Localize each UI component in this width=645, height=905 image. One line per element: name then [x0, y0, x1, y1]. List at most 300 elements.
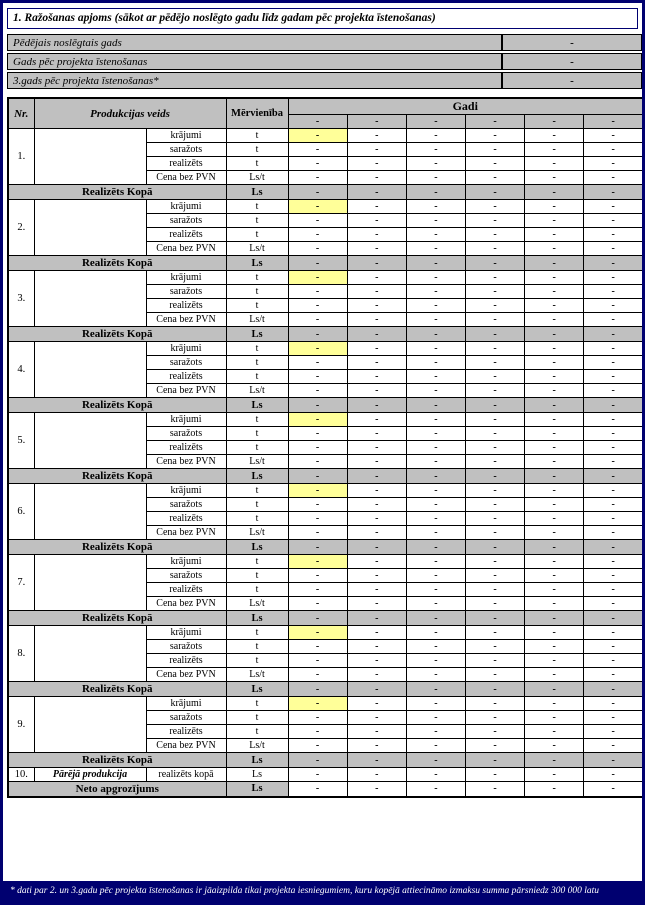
product-nr: 10.	[8, 768, 34, 782]
year-value-cell[interactable]: -	[288, 455, 347, 469]
metric-label: Cena bez PVN	[146, 455, 226, 469]
year-value-cell[interactable]: -	[406, 299, 465, 313]
year-value-cell[interactable]: -	[465, 455, 524, 469]
year-value-cell[interactable]: -	[465, 526, 524, 540]
year-value-cell[interactable]: -	[406, 711, 465, 725]
year-value-cell[interactable]: -	[584, 654, 643, 668]
year-value-cell[interactable]: -	[465, 157, 524, 171]
year-value-cell[interactable]: -	[465, 384, 524, 398]
year-value-cell[interactable]: -	[288, 413, 347, 427]
kopa-value-cell: -	[406, 256, 465, 271]
unit-cell: t	[226, 725, 288, 739]
year-value-cell[interactable]: -	[406, 285, 465, 299]
year-value-cell[interactable]: -	[465, 626, 524, 640]
year-value-cell[interactable]: -	[465, 654, 524, 668]
year-value-cell[interactable]: -	[525, 768, 584, 782]
kopa-value-cell: -	[584, 256, 643, 271]
unit-cell: t	[226, 228, 288, 242]
summary-value[interactable]: -	[502, 53, 642, 70]
year-value-cell[interactable]: -	[288, 285, 347, 299]
kopa-value-cell: -	[406, 398, 465, 413]
year-value-cell[interactable]: -	[288, 526, 347, 540]
realizets-kopa-row	[8, 256, 643, 271]
year-value-cell[interactable]: -	[525, 739, 584, 753]
year-value-cell[interactable]: -	[347, 370, 406, 384]
year-value-cell[interactable]: -	[525, 512, 584, 526]
product-name-cell[interactable]	[34, 271, 146, 327]
unit-cell: Ls/t	[226, 242, 288, 256]
year-value-cell[interactable]: -	[347, 668, 406, 682]
year-value-cell[interactable]: -	[347, 768, 406, 782]
year-value-cell[interactable]: -	[347, 711, 406, 725]
year-value-cell[interactable]: -	[347, 413, 406, 427]
year-value-cell[interactable]: -	[525, 597, 584, 611]
year-value-cell[interactable]: -	[465, 129, 524, 143]
year-value-cell[interactable]: -	[288, 484, 347, 498]
year-value-cell[interactable]: -	[584, 569, 643, 583]
year-value-cell[interactable]: -	[288, 569, 347, 583]
year-value-cell[interactable]: -	[288, 725, 347, 739]
year-value-cell[interactable]: -	[584, 711, 643, 725]
year-value-cell[interactable]: -	[406, 668, 465, 682]
year-value-cell[interactable]: -	[584, 200, 643, 214]
year-value-cell[interactable]: -	[288, 668, 347, 682]
year-value-cell[interactable]: -	[525, 555, 584, 569]
year-value-cell[interactable]: -	[406, 342, 465, 356]
year-value-cell[interactable]: -	[465, 271, 524, 285]
year-value-cell[interactable]: -	[584, 597, 643, 611]
year-value-cell[interactable]: -	[525, 342, 584, 356]
unit-cell: t	[226, 356, 288, 370]
year-value-cell[interactable]: -	[525, 583, 584, 597]
year-value-cell[interactable]: -	[288, 129, 347, 143]
kopa-value-cell: -	[584, 327, 643, 342]
metric-label: Cena bez PVN	[146, 171, 226, 185]
year-value-cell[interactable]: -	[584, 157, 643, 171]
year-header-cell[interactable]: -	[347, 115, 406, 129]
year-value-cell[interactable]: -	[406, 725, 465, 739]
year-value-cell[interactable]: -	[347, 555, 406, 569]
year-value-cell[interactable]: -	[525, 455, 584, 469]
unit-cell: t	[226, 427, 288, 441]
year-value-cell[interactable]: -	[465, 299, 524, 313]
realizets-kopa-row	[8, 540, 643, 555]
year-value-cell[interactable]: -	[406, 555, 465, 569]
year-value-cell[interactable]: -	[347, 342, 406, 356]
year-value-cell[interactable]: -	[584, 739, 643, 753]
year-value-cell[interactable]: -	[288, 597, 347, 611]
year-value-cell[interactable]: -	[347, 583, 406, 597]
unit-cell: t	[226, 626, 288, 640]
year-value-cell[interactable]: -	[465, 342, 524, 356]
col-header-product: Produkcijas veids	[34, 98, 226, 129]
unit-cell: t	[226, 711, 288, 725]
metric-label: krājumi	[146, 484, 226, 498]
metric-label: Cena bez PVN	[146, 597, 226, 611]
year-value-cell[interactable]: -	[288, 342, 347, 356]
year-value-cell[interactable]: -	[347, 143, 406, 157]
unit-cell: t	[226, 299, 288, 313]
year-header-cell[interactable]: -	[465, 115, 524, 129]
year-value-cell[interactable]: -	[406, 512, 465, 526]
metric-label: krājumi	[146, 555, 226, 569]
year-value-cell[interactable]: -	[465, 569, 524, 583]
year-value-cell[interactable]: -	[347, 569, 406, 583]
year-value-cell[interactable]: -	[347, 498, 406, 512]
year-value-cell[interactable]: -	[347, 157, 406, 171]
unit-cell: t	[226, 640, 288, 654]
year-value-cell[interactable]: -	[525, 526, 584, 540]
kopa-value-cell: -	[584, 469, 643, 484]
year-value-cell[interactable]: -	[347, 484, 406, 498]
year-value-cell[interactable]: -	[525, 200, 584, 214]
metric-label: Cena bez PVN	[146, 384, 226, 398]
year-value-cell[interactable]: -	[465, 413, 524, 427]
year-value-cell[interactable]: -	[406, 242, 465, 256]
year-value-cell[interactable]: -	[347, 129, 406, 143]
year-value-cell[interactable]: -	[525, 271, 584, 285]
year-value-cell[interactable]: -	[584, 640, 643, 654]
year-value-cell[interactable]: -	[465, 214, 524, 228]
metric-label: realizēts kopā	[146, 768, 226, 782]
year-value-cell[interactable]: -	[525, 484, 584, 498]
year-value-cell[interactable]: -	[465, 484, 524, 498]
year-value-cell[interactable]: -	[584, 356, 643, 370]
year-header-cell[interactable]: -	[406, 115, 465, 129]
year-value-cell[interactable]: -	[288, 171, 347, 185]
product-name-cell[interactable]	[34, 413, 146, 469]
year-value-cell[interactable]: -	[406, 129, 465, 143]
unit-cell: Ls	[226, 327, 288, 342]
year-value-cell[interactable]: -	[525, 157, 584, 171]
year-value-cell[interactable]: -	[465, 555, 524, 569]
year-value-cell[interactable]: -	[406, 526, 465, 540]
year-value-cell[interactable]: -	[288, 498, 347, 512]
year-value-cell[interactable]: -	[525, 427, 584, 441]
year-value-cell[interactable]: -	[465, 668, 524, 682]
year-value-cell[interactable]: -	[347, 725, 406, 739]
year-value-cell[interactable]: -	[406, 370, 465, 384]
year-value-cell[interactable]: -	[347, 285, 406, 299]
year-value-cell[interactable]: -	[584, 271, 643, 285]
product-name-cell[interactable]	[34, 129, 146, 185]
unit-cell: t	[226, 484, 288, 498]
year-value-cell[interactable]: -	[584, 725, 643, 739]
year-value-cell[interactable]: -	[465, 171, 524, 185]
year-value-cell[interactable]: -	[288, 157, 347, 171]
unit-cell: Ls/t	[226, 597, 288, 611]
year-value-cell[interactable]: -	[288, 555, 347, 569]
summary-label: Gads pēc projekta īstenošanas	[7, 53, 502, 70]
realizets-kopa-label: Realizēts Kopā	[8, 256, 226, 271]
year-value-cell[interactable]: -	[584, 526, 643, 540]
year-value-cell[interactable]: -	[288, 512, 347, 526]
year-value-cell[interactable]: -	[406, 200, 465, 214]
product-name-cell[interactable]	[34, 626, 146, 682]
year-value-cell[interactable]: -	[465, 228, 524, 242]
year-value-cell[interactable]: -	[584, 384, 643, 398]
summary-table	[7, 32, 642, 91]
year-value-cell[interactable]: -	[406, 569, 465, 583]
metric-label: Cena bez PVN	[146, 242, 226, 256]
year-value-cell[interactable]: -	[465, 427, 524, 441]
year-value-cell[interactable]: -	[347, 214, 406, 228]
unit-cell: t	[226, 512, 288, 526]
year-value-cell[interactable]: -	[406, 697, 465, 711]
year-value-cell[interactable]: -	[525, 356, 584, 370]
year-value-cell[interactable]: -	[347, 228, 406, 242]
year-value-cell[interactable]: -	[525, 370, 584, 384]
product-nr: 9.	[8, 697, 34, 753]
other-production-row	[8, 768, 643, 782]
year-value-cell[interactable]: -	[465, 597, 524, 611]
year-value-cell[interactable]: -	[288, 242, 347, 256]
realizets-kopa-label: Realizēts Kopā	[8, 611, 226, 626]
year-value-cell[interactable]: -	[288, 313, 347, 327]
year-value-cell[interactable]: -	[288, 583, 347, 597]
year-value-cell[interactable]: -	[288, 370, 347, 384]
year-value-cell[interactable]: -	[347, 739, 406, 753]
year-value-cell[interactable]: -	[584, 583, 643, 597]
metric-label: krājumi	[146, 342, 226, 356]
year-value-cell[interactable]: -	[525, 129, 584, 143]
year-value-cell[interactable]: -	[525, 441, 584, 455]
year-value-cell[interactable]: -	[584, 555, 643, 569]
year-value-cell[interactable]: -	[584, 129, 643, 143]
year-value-cell[interactable]: -	[406, 498, 465, 512]
realizets-kopa-label: Realizēts Kopā	[8, 682, 226, 697]
year-value-cell[interactable]: -	[347, 455, 406, 469]
year-value-cell[interactable]: -	[347, 171, 406, 185]
year-value-cell[interactable]: -	[584, 427, 643, 441]
year-value-cell[interactable]: -	[465, 768, 524, 782]
year-value-cell[interactable]: -	[288, 271, 347, 285]
year-value-cell[interactable]: -	[465, 370, 524, 384]
year-value-cell[interactable]: -	[584, 299, 643, 313]
product-name-cell[interactable]	[34, 697, 146, 753]
year-value-cell[interactable]: -	[347, 200, 406, 214]
year-value-cell[interactable]: -	[465, 498, 524, 512]
year-value-cell[interactable]: -	[525, 498, 584, 512]
year-value-cell[interactable]: -	[347, 384, 406, 398]
year-value-cell[interactable]: -	[525, 569, 584, 583]
year-value-cell[interactable]: -	[288, 739, 347, 753]
year-value-cell[interactable]: -	[347, 299, 406, 313]
year-value-cell[interactable]: -	[525, 228, 584, 242]
year-value-cell[interactable]: -	[465, 441, 524, 455]
year-value-cell[interactable]: -	[584, 370, 643, 384]
unit-cell: Ls	[226, 782, 288, 797]
year-value-cell[interactable]: -	[465, 583, 524, 597]
year-value-cell[interactable]: -	[406, 143, 465, 157]
year-value-cell[interactable]: -	[406, 640, 465, 654]
year-value-cell[interactable]: -	[347, 526, 406, 540]
year-value-cell[interactable]: -	[406, 626, 465, 640]
year-value-cell[interactable]: -	[584, 313, 643, 327]
realizets-kopa-row	[8, 753, 643, 768]
unit-cell: t	[226, 583, 288, 597]
year-value-cell[interactable]: -	[465, 285, 524, 299]
product-name-cell[interactable]	[34, 484, 146, 540]
kopa-value-cell: -	[347, 469, 406, 484]
kopa-value-cell: -	[525, 753, 584, 768]
year-value-cell[interactable]: -	[465, 697, 524, 711]
year-value-cell[interactable]: -	[347, 242, 406, 256]
year-value-cell[interactable]: -	[288, 143, 347, 157]
year-value-cell[interactable]: -	[406, 214, 465, 228]
year-value-cell[interactable]: -	[465, 143, 524, 157]
year-value-cell[interactable]: -	[288, 626, 347, 640]
year-value-cell[interactable]: -	[525, 242, 584, 256]
unit-cell: Ls/t	[226, 384, 288, 398]
year-value-cell[interactable]: -	[406, 739, 465, 753]
year-value-cell[interactable]: -	[465, 711, 524, 725]
year-value-cell[interactable]: -	[406, 427, 465, 441]
product-metric-row	[8, 271, 643, 285]
year-value-cell[interactable]: -	[347, 640, 406, 654]
product-name-cell[interactable]	[34, 555, 146, 611]
kopa-value-cell: -	[347, 540, 406, 555]
year-value-cell[interactable]: -	[525, 654, 584, 668]
year-value-cell[interactable]: -	[465, 356, 524, 370]
year-value-cell[interactable]: -	[525, 299, 584, 313]
year-value-cell[interactable]: -	[406, 271, 465, 285]
year-value-cell[interactable]: -	[406, 455, 465, 469]
year-value-cell[interactable]: -	[584, 512, 643, 526]
year-value-cell[interactable]: -	[406, 171, 465, 185]
year-value-cell[interactable]: -	[525, 668, 584, 682]
year-value-cell[interactable]: -	[347, 626, 406, 640]
year-value-cell[interactable]: -	[584, 242, 643, 256]
year-value-cell[interactable]: -	[525, 143, 584, 157]
year-value-cell[interactable]: -	[584, 498, 643, 512]
year-value-cell[interactable]: -	[584, 455, 643, 469]
year-value-cell[interactable]: -	[406, 768, 465, 782]
year-value-cell[interactable]: -	[525, 171, 584, 185]
year-value-cell[interactable]: -	[584, 285, 643, 299]
summary-row	[7, 72, 642, 89]
year-value-cell[interactable]: -	[406, 583, 465, 597]
year-value-cell[interactable]: -	[288, 214, 347, 228]
year-value-cell[interactable]: -	[347, 313, 406, 327]
year-value-cell[interactable]: -	[584, 214, 643, 228]
year-value-cell[interactable]: -	[347, 697, 406, 711]
year-value-cell[interactable]: -	[406, 597, 465, 611]
year-value-cell[interactable]: -	[584, 228, 643, 242]
year-value-cell[interactable]: -	[406, 441, 465, 455]
kopa-value-cell: -	[465, 398, 524, 413]
year-value-cell[interactable]: -	[406, 356, 465, 370]
year-value-cell[interactable]: -	[288, 654, 347, 668]
year-value-cell[interactable]: -	[347, 441, 406, 455]
year-value-cell[interactable]: -	[406, 157, 465, 171]
summary-value[interactable]: -	[502, 34, 642, 51]
year-value-cell[interactable]: -	[288, 427, 347, 441]
year-value-cell[interactable]: -	[347, 597, 406, 611]
kopa-value-cell: -	[525, 682, 584, 697]
year-value-cell[interactable]: -	[584, 143, 643, 157]
year-value-cell[interactable]: -	[406, 313, 465, 327]
year-value-cell[interactable]: -	[465, 739, 524, 753]
realizets-kopa-label: Realizēts Kopā	[8, 753, 226, 768]
year-value-cell[interactable]: -	[347, 271, 406, 285]
year-value-cell[interactable]: -	[525, 384, 584, 398]
unit-cell: t	[226, 370, 288, 384]
year-value-cell[interactable]: -	[465, 313, 524, 327]
year-value-cell[interactable]: -	[525, 626, 584, 640]
year-value-cell[interactable]: -	[406, 484, 465, 498]
year-value-cell[interactable]: -	[584, 668, 643, 682]
year-value-cell[interactable]: -	[525, 725, 584, 739]
year-header-cell[interactable]: -	[584, 115, 643, 129]
year-value-cell[interactable]: -	[584, 768, 643, 782]
year-value-cell[interactable]: -	[288, 768, 347, 782]
year-header-cell[interactable]: -	[288, 115, 347, 129]
kopa-value-cell: -	[406, 540, 465, 555]
year-value-cell[interactable]: -	[406, 654, 465, 668]
year-value-cell[interactable]: -	[288, 711, 347, 725]
year-value-cell[interactable]: -	[584, 171, 643, 185]
year-value-cell[interactable]: -	[465, 200, 524, 214]
realizets-kopa-label: Realizēts Kopā	[8, 540, 226, 555]
kopa-value-cell: -	[465, 469, 524, 484]
year-value-cell[interactable]: -	[525, 285, 584, 299]
year-value-cell[interactable]: -	[406, 384, 465, 398]
year-value-cell[interactable]: -	[347, 356, 406, 370]
kopa-value-cell: -	[465, 185, 524, 200]
year-value-cell[interactable]: -	[288, 441, 347, 455]
product-name-cell[interactable]	[34, 200, 146, 256]
year-header-cell[interactable]: -	[525, 115, 584, 129]
year-value-cell[interactable]: -	[525, 697, 584, 711]
year-value-cell[interactable]: -	[288, 356, 347, 370]
year-value-cell[interactable]: -	[525, 413, 584, 427]
year-value-cell[interactable]: -	[288, 228, 347, 242]
year-value-cell[interactable]: -	[288, 640, 347, 654]
year-value-cell[interactable]: -	[525, 640, 584, 654]
year-value-cell[interactable]: -	[288, 384, 347, 398]
summary-label: Pēdējais noslēgtais gads	[7, 34, 502, 51]
year-value-cell[interactable]: -	[288, 200, 347, 214]
year-value-cell[interactable]: -	[465, 725, 524, 739]
year-value-cell[interactable]: -	[525, 313, 584, 327]
kopa-value-cell: -	[347, 753, 406, 768]
product-metric-row	[8, 200, 643, 214]
year-value-cell[interactable]: -	[465, 242, 524, 256]
realizets-kopa-row	[8, 327, 643, 342]
year-value-cell[interactable]: -	[288, 697, 347, 711]
year-value-cell[interactable]: -	[347, 427, 406, 441]
year-value-cell[interactable]: -	[584, 342, 643, 356]
year-value-cell[interactable]: -	[406, 413, 465, 427]
summary-value[interactable]: -	[502, 72, 642, 89]
year-value-cell[interactable]: -	[584, 484, 643, 498]
year-value-cell[interactable]: -	[406, 228, 465, 242]
year-value-cell[interactable]: -	[584, 697, 643, 711]
year-value-cell[interactable]: -	[584, 413, 643, 427]
year-value-cell[interactable]: -	[465, 512, 524, 526]
year-value-cell[interactable]: -	[525, 214, 584, 228]
product-name-cell[interactable]	[34, 342, 146, 398]
year-value-cell[interactable]: -	[525, 711, 584, 725]
unit-cell: t	[226, 200, 288, 214]
year-value-cell[interactable]: -	[347, 654, 406, 668]
year-value-cell[interactable]: -	[465, 640, 524, 654]
year-value-cell[interactable]: -	[584, 626, 643, 640]
year-value-cell[interactable]: -	[288, 299, 347, 313]
year-value-cell[interactable]: -	[347, 512, 406, 526]
year-value-cell[interactable]: -	[584, 441, 643, 455]
